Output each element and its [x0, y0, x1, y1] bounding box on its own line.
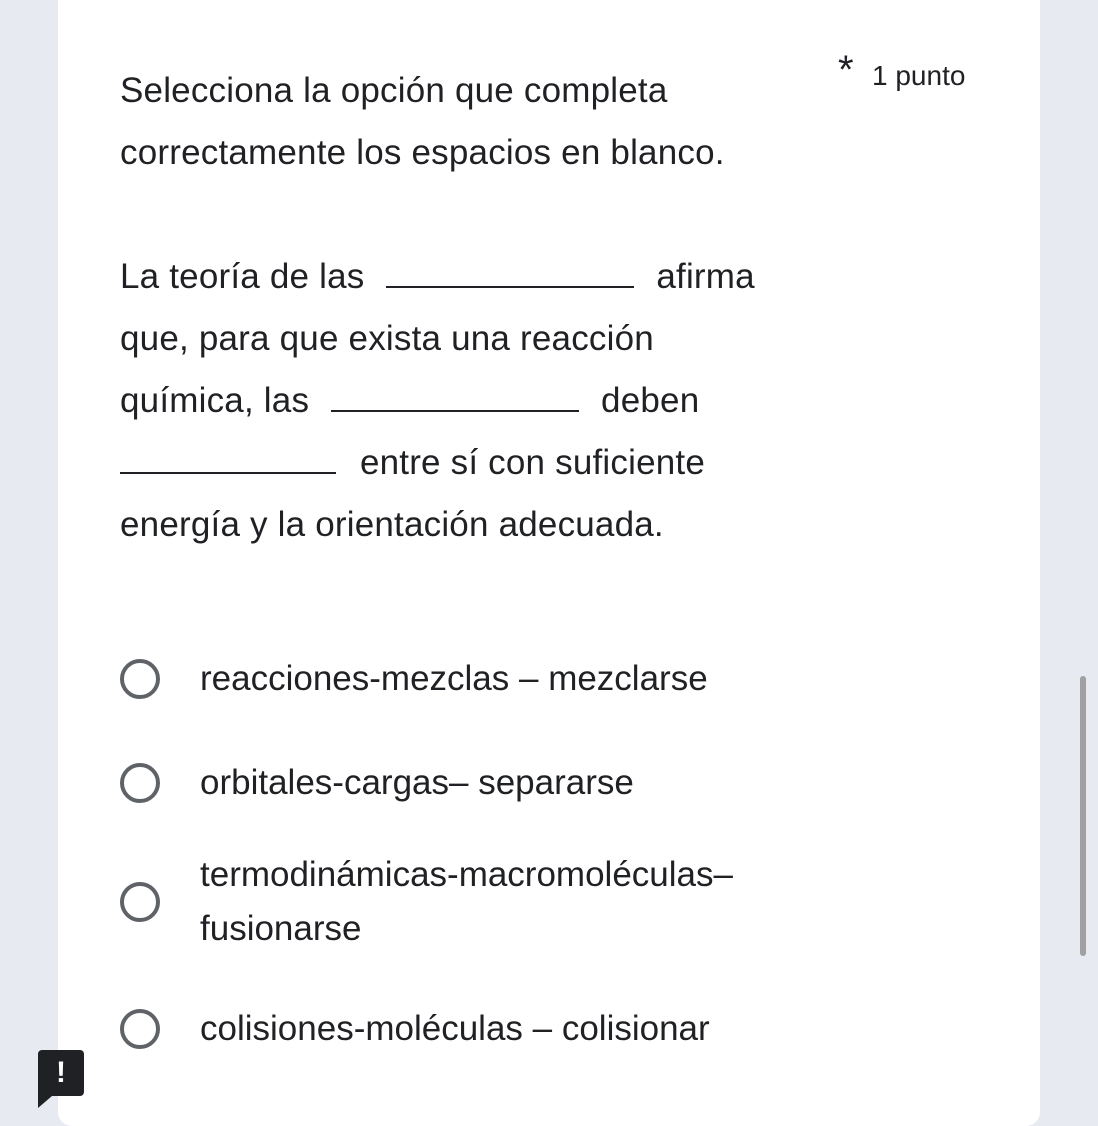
question-text-segment: afirma	[656, 257, 755, 296]
question-line-6	[120, 432, 810, 494]
option-3[interactable]	[120, 848, 840, 956]
option-label[interactable]: colisiones-moléculas – colisionar	[200, 1009, 710, 1048]
option-1[interactable]	[120, 652, 840, 706]
blank-1	[386, 256, 634, 288]
blank-2	[331, 380, 579, 412]
radio-button[interactable]	[120, 882, 160, 922]
question-line-4: que, para que exista una reacción	[120, 319, 654, 358]
blank-3	[120, 442, 336, 474]
question-card	[58, 0, 1040, 1126]
question-text-segment: entre sí con suficiente	[359, 443, 706, 482]
question-line-3	[120, 246, 810, 308]
question-text	[120, 60, 810, 556]
radio-button[interactable]	[120, 1009, 160, 1049]
question-text-segment: deben	[601, 381, 700, 420]
question-spacer	[120, 184, 810, 246]
option-label[interactable]: termodinámicas-macromoléculas– fusionarse	[200, 855, 733, 948]
points-label: 1 punto	[872, 60, 966, 91]
option-2[interactable]	[120, 756, 840, 810]
radio-button[interactable]	[120, 763, 160, 803]
scrollbar[interactable]	[1080, 676, 1086, 956]
question-line-2: correctamente los espacios en blanco.	[120, 133, 725, 172]
option-4[interactable]	[120, 1002, 840, 1056]
question-text-segment: La teoría de las	[120, 257, 365, 296]
radio-button[interactable]	[120, 659, 160, 699]
alert-icon[interactable]: !	[38, 1050, 84, 1096]
question-line-7: energía y la orientación adecuada.	[120, 505, 664, 544]
question-line-1: Selecciona la opción que completa	[120, 71, 668, 110]
required-asterisk: *	[838, 48, 854, 92]
question-line-5	[120, 370, 810, 432]
option-label[interactable]: reacciones-mezclas – mezclarse	[200, 659, 708, 698]
question-text-segment: química, las	[120, 381, 310, 420]
option-label[interactable]: orbitales-cargas– separarse	[200, 763, 634, 802]
